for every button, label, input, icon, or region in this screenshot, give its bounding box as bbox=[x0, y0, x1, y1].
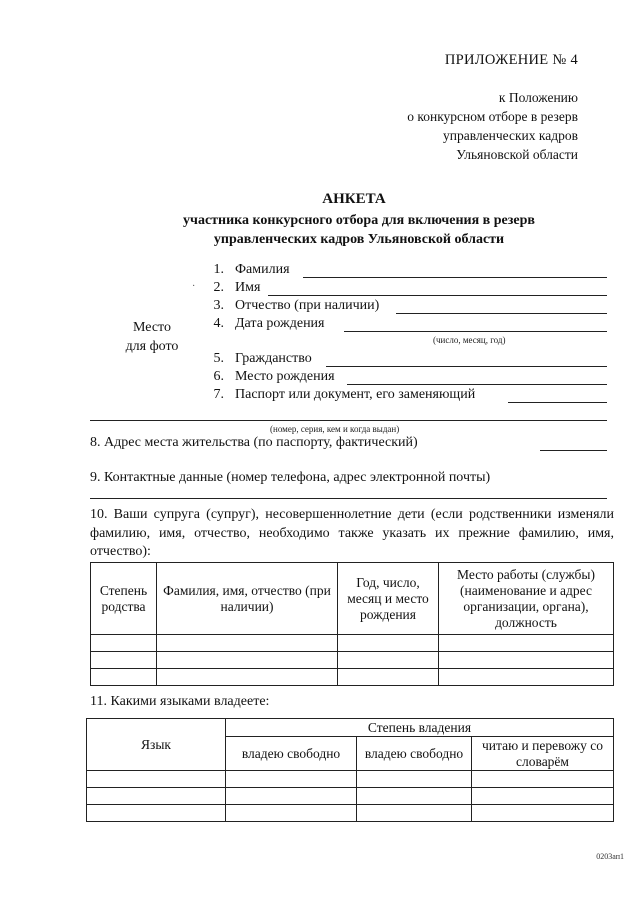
table-cell[interactable] bbox=[91, 669, 157, 686]
table-cell[interactable] bbox=[87, 788, 226, 805]
table-cell[interactable] bbox=[226, 805, 357, 822]
photo-label: Место bbox=[133, 320, 171, 335]
header-birth: Год, число, месяц и место рождения bbox=[338, 563, 439, 635]
table-cell[interactable] bbox=[226, 788, 357, 805]
header-full-name: Фамилия, имя, отчество (при наличии) bbox=[157, 563, 338, 635]
form-title: АНКЕТА bbox=[322, 191, 386, 207]
photo-placeholder bbox=[104, 318, 200, 356]
field-number: 7. bbox=[213, 387, 224, 402]
table-cell[interactable] bbox=[91, 635, 157, 652]
relatives-table bbox=[90, 562, 614, 686]
field-label: Паспорт или документ, его заменяющий bbox=[235, 387, 476, 402]
basis-line: к Положению bbox=[498, 90, 578, 105]
field-number: 2. bbox=[213, 280, 224, 295]
header-fluent-2: владею свободно bbox=[357, 737, 472, 771]
subtitle-line: участника конкурсного отбора для включения в резерв bbox=[183, 213, 535, 228]
surname-input[interactable] bbox=[303, 277, 607, 278]
patronymic-input[interactable] bbox=[396, 313, 607, 314]
photo-label: для фото bbox=[125, 339, 179, 354]
table-cell[interactable] bbox=[338, 635, 439, 652]
header-with-dictionary: читаю и перевожу со словарём bbox=[472, 737, 614, 771]
field-label: Фамилия bbox=[235, 262, 290, 277]
field-label: Имя bbox=[235, 280, 261, 295]
field-number: 4. bbox=[213, 316, 224, 331]
table-row bbox=[87, 805, 614, 822]
field-label: Отчество (при наличии) bbox=[235, 298, 380, 313]
table-cell[interactable] bbox=[157, 669, 338, 686]
field-label: Дата рождения bbox=[235, 316, 325, 331]
table-cell[interactable] bbox=[357, 771, 472, 788]
contacts-label: 9. Контактные данные (номер телефона, адрес электронной почты) bbox=[90, 470, 491, 485]
document-code: 0203ап1 bbox=[596, 852, 624, 861]
form-subtitle bbox=[0, 211, 640, 249]
table-cell[interactable] bbox=[472, 805, 614, 822]
table-cell[interactable] bbox=[91, 652, 157, 669]
table-row bbox=[91, 635, 614, 652]
table-cell[interactable] bbox=[357, 788, 472, 805]
header-language: Язык bbox=[87, 719, 226, 771]
appendix-number: ПРИЛОЖЕНИЕ № 4 bbox=[444, 52, 578, 68]
address-input[interactable] bbox=[540, 450, 607, 451]
birthdate-caption: (число, месяц, год) bbox=[433, 335, 506, 345]
table-cell[interactable] bbox=[472, 771, 614, 788]
table-cell[interactable] bbox=[338, 652, 439, 669]
relatives-label: 10. Ваши супруга (супруг), несовершеннолетние дети (если родственники изменяли фамилию, имя, отчество, необходимо также указать их прежние фамилию, имя, отчество): bbox=[90, 507, 614, 559]
contacts-input[interactable] bbox=[90, 498, 607, 499]
birthdate-input[interactable] bbox=[344, 331, 607, 332]
table-row bbox=[91, 669, 614, 686]
basis-line: Ульяновской области bbox=[456, 147, 578, 162]
table-row bbox=[87, 788, 614, 805]
field-number: 3. bbox=[213, 298, 224, 313]
table-row bbox=[87, 771, 614, 788]
table-cell[interactable] bbox=[87, 771, 226, 788]
table-cell[interactable] bbox=[439, 652, 614, 669]
name-input[interactable] bbox=[268, 295, 607, 296]
passport-caption: (номер, серия, кем и когда выдан) bbox=[270, 424, 400, 434]
scan-dot: · bbox=[192, 281, 196, 292]
table-cell[interactable] bbox=[157, 652, 338, 669]
table-cell[interactable] bbox=[157, 635, 338, 652]
relatives-table-header bbox=[91, 563, 614, 635]
appendix-basis bbox=[318, 88, 578, 164]
table-cell[interactable] bbox=[357, 805, 472, 822]
citizenship-input[interactable] bbox=[326, 366, 607, 367]
table-cell[interactable] bbox=[87, 805, 226, 822]
languages-table-header bbox=[87, 719, 614, 737]
header-fluent: владею свободно bbox=[226, 737, 357, 771]
field-label: Гражданство bbox=[235, 351, 312, 366]
table-cell[interactable] bbox=[226, 771, 357, 788]
basis-line: управленческих кадров bbox=[443, 128, 578, 143]
table-row bbox=[91, 652, 614, 669]
table-cell[interactable] bbox=[439, 669, 614, 686]
table-cell[interactable] bbox=[439, 635, 614, 652]
subtitle-line: управленческих кадров Ульяновской области bbox=[213, 232, 505, 247]
table-cell[interactable] bbox=[338, 669, 439, 686]
table-cell[interactable] bbox=[472, 788, 614, 805]
birthplace-input[interactable] bbox=[347, 384, 607, 385]
field-number: 5. bbox=[213, 351, 224, 366]
header-proficiency: Степень владения bbox=[226, 719, 614, 737]
address-label: 8. Адрес места жительства (по паспорту, фактический) bbox=[90, 435, 418, 450]
header-workplace: Место работы (службы) (наименование и адрес организации, органа), должность bbox=[439, 563, 614, 635]
languages-table bbox=[86, 718, 614, 822]
basis-line: о конкурсном отборе в резерв bbox=[407, 109, 578, 124]
field-label: Место рождения bbox=[235, 369, 335, 384]
field-number: 1. bbox=[213, 262, 224, 277]
passport-input[interactable] bbox=[508, 402, 607, 403]
field-number: 6. bbox=[213, 369, 224, 384]
header-kinship: Степень родства bbox=[91, 563, 157, 635]
passport-input-line2[interactable] bbox=[90, 420, 607, 421]
languages-label: 11. Какими языками владеете: bbox=[90, 694, 270, 709]
